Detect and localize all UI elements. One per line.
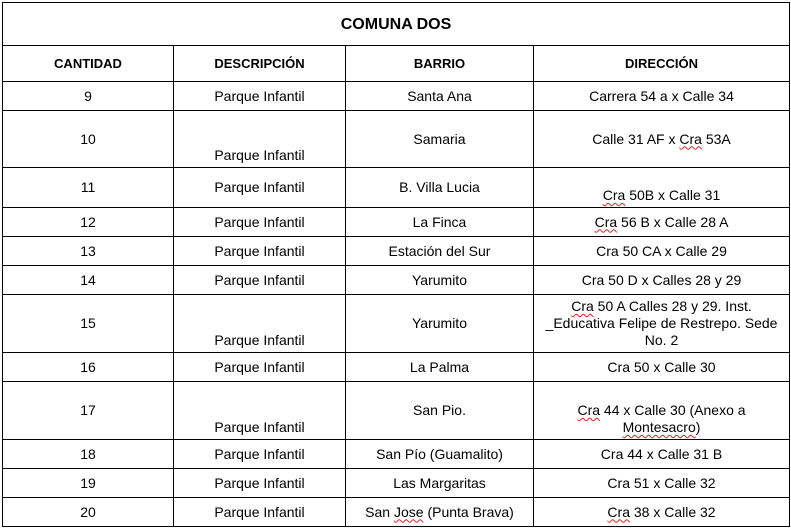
direccion-text: Cra 50 x Calle 30: [607, 358, 716, 375]
direccion-cell: [534, 266, 790, 295]
direccion-text: 50 A Calles 28 y 29. Inst.: [593, 298, 752, 314]
cantidad-cell: 9: [3, 82, 174, 111]
direccion-line: _Educativa Felipe de Restrepo. Sede: [545, 315, 778, 331]
header-row: [3, 46, 790, 82]
table-row: [3, 237, 790, 266]
spellcheck-word: Cra: [571, 298, 594, 314]
cantidad-cell: 12: [3, 208, 174, 237]
direccion-line: [538, 419, 785, 436]
descripcion-cell: Parque Infantil: [174, 469, 346, 498]
cantidad-cell: 11: [3, 168, 174, 208]
table-row: [3, 440, 790, 469]
descripcion-cell: Parque Infantil: [174, 111, 346, 168]
barrio-cell: Estación del Sur: [346, 237, 534, 266]
table-row: [3, 469, 790, 498]
barrio-cell: Santa Ana: [346, 82, 534, 111]
descripcion-cell: Parque Infantil: [174, 82, 346, 111]
direccion-text: ): [695, 419, 701, 435]
direccion-text: 38 x Calle 32: [629, 503, 716, 520]
direccion-cell: [534, 168, 790, 208]
barrio-cell: Yarumito: [346, 266, 534, 295]
cantidad-cell: 20: [3, 498, 174, 527]
direccion-line: No. 2: [644, 332, 679, 348]
spellcheck-word: Montesacro: [622, 419, 696, 435]
table-row: [3, 168, 790, 208]
cantidad-cell: 13: [3, 237, 174, 266]
barrio-cell: La Finca: [346, 208, 534, 237]
direccion-text: Cra 51 x Calle 32: [607, 474, 716, 491]
descripcion-cell: Parque Infantil: [174, 498, 346, 527]
spellcheck-word: Cra: [577, 402, 601, 418]
cantidad-cell: 10: [3, 111, 174, 168]
descripcion-cell: Parque Infantil: [174, 266, 346, 295]
direccion-cell: [534, 382, 790, 440]
header-cantidad: CANTIDAD: [3, 46, 174, 82]
cantidad-cell: 18: [3, 440, 174, 469]
cantidad-cell: 14: [3, 266, 174, 295]
direccion-cell: [534, 111, 790, 168]
header-descripcion: DESCRIPCIÓN: [174, 46, 346, 82]
barrio-cell: Samaria: [346, 111, 534, 168]
cantidad-cell: 16: [3, 353, 174, 382]
cantidad-cell: 19: [3, 469, 174, 498]
direccion-text: Carrera 54 a x Calle 34: [589, 87, 734, 104]
direccion-text: 56 B x Calle 28 A: [617, 213, 729, 230]
direccion-cell: [534, 295, 790, 353]
comuna-dos-table-wrapper: [2, 2, 789, 527]
direccion-cell: [534, 440, 790, 469]
table-row: [3, 498, 790, 527]
table-title: COMUNA DOS: [3, 3, 790, 46]
table-row: [3, 295, 790, 353]
table-row: [3, 382, 790, 440]
direccion-cell: [534, 237, 790, 266]
cantidad-cell: 17: [3, 382, 174, 440]
direccion-text: Cra 50 D x Calles 28 y 29: [581, 271, 742, 288]
barrio-text: San: [365, 503, 394, 520]
descripcion-cell: Parque Infantil: [174, 353, 346, 382]
header-direccion: DIRECCIÓN: [534, 46, 790, 82]
direccion-cell: [534, 469, 790, 498]
descripcion-cell: Parque Infantil: [174, 237, 346, 266]
descripcion-cell: Parque Infantil: [174, 295, 346, 353]
direccion-text: Calle 31 AF x: [592, 130, 680, 147]
spellcheck-word: Jose: [393, 503, 424, 520]
barrio-cell: San Pío (Guamalito): [346, 440, 534, 469]
barrio-cell: Yarumito: [346, 295, 534, 353]
cantidad-cell: 15: [3, 295, 174, 353]
header-barrio: BARRIO: [346, 46, 534, 82]
direccion-text: 53A: [701, 130, 731, 147]
title-row: [3, 3, 790, 46]
barrio-cell: [346, 498, 534, 527]
table-row: [3, 266, 790, 295]
spellcheck-word: Cra: [602, 187, 626, 203]
direccion-cell: [534, 498, 790, 527]
comuna-dos-table: [2, 2, 790, 527]
direccion-cell: [534, 208, 790, 237]
barrio-cell: Las Margaritas: [346, 469, 534, 498]
table-row: [3, 111, 790, 168]
table-row: [3, 82, 790, 111]
direccion-text: 50B x Calle 31: [625, 187, 721, 203]
descripcion-cell: Parque Infantil: [174, 382, 346, 440]
direccion-text: Cra 44 x Calle 31 B: [600, 445, 723, 462]
barrio-cell: La Palma: [346, 353, 534, 382]
spellcheck-word: Cra: [607, 503, 630, 520]
direccion-text: 44 x Calle 30 (Anexo a: [600, 402, 746, 418]
table-row: [3, 208, 790, 237]
descripcion-cell: Parque Infantil: [174, 208, 346, 237]
direccion-line: [538, 402, 785, 419]
descripcion-cell: Parque Infantil: [174, 440, 346, 469]
table-row: [3, 353, 790, 382]
barrio-text: (Punta Brava): [423, 503, 514, 520]
direccion-line: [538, 298, 785, 315]
spellcheck-word: Cra: [679, 130, 702, 147]
barrio-cell: San Pio.: [346, 382, 534, 440]
direccion-text: Cra 50 CA x Calle 29: [596, 242, 727, 259]
descripcion-cell: Parque Infantil: [174, 168, 346, 208]
barrio-cell: B. Villa Lucia: [346, 168, 534, 208]
direccion-cell: [534, 82, 790, 111]
direccion-cell: [534, 353, 790, 382]
spellcheck-word: Cra: [594, 213, 618, 230]
